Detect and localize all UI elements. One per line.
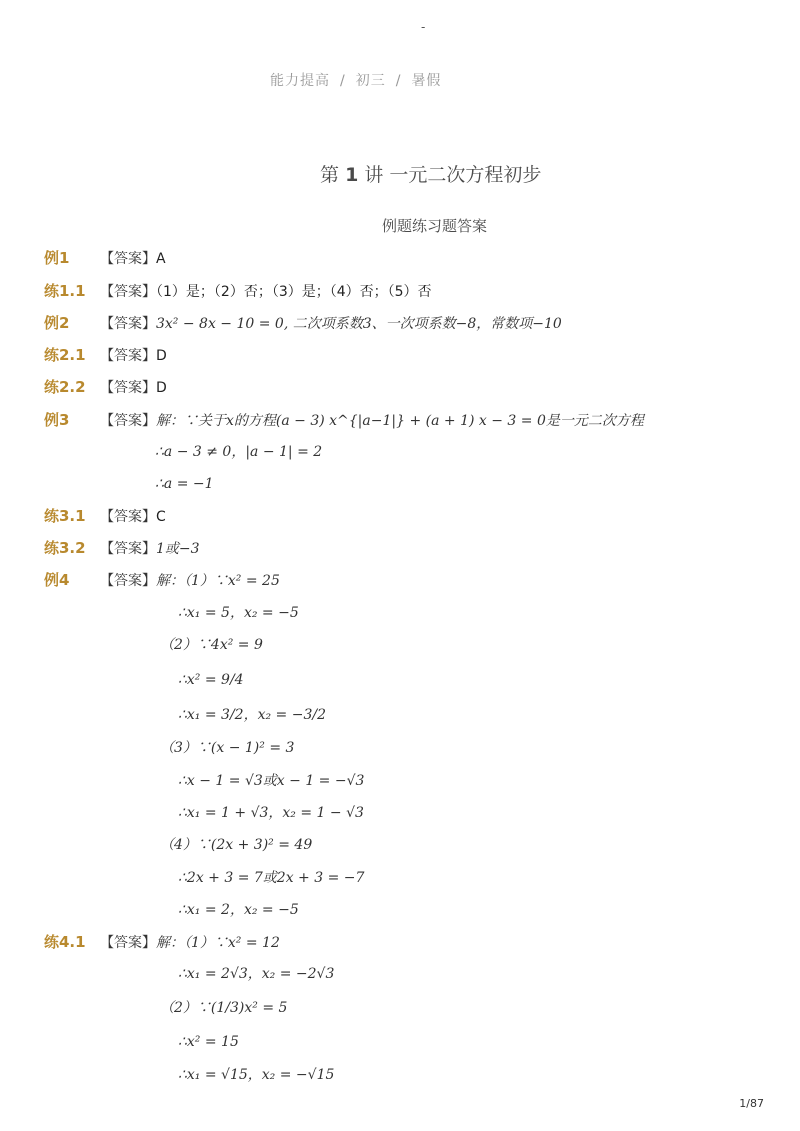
item-tag: 练3.2 bbox=[44, 539, 86, 557]
item-tag: 例4 bbox=[44, 571, 70, 589]
solution-line: ∴x₁ = 3/2，x₂ = −3/2 bbox=[178, 707, 326, 723]
breadcrumb-item: 初三 bbox=[355, 73, 386, 89]
answer-text: 解：（1）∵x² = 12 bbox=[156, 935, 280, 951]
solution-line: ∴x² = 9/4 bbox=[178, 672, 244, 688]
solution-line: ∴a − 3 ≠ 0，|a − 1| = 2 bbox=[155, 444, 323, 460]
answer-text: 3x² − 8x − 10 = 0, 二次项系数3、一次项系数−8，常数项−10 bbox=[156, 316, 562, 332]
solution-line: ∴2x + 3 = 7或2x + 3 = −7 bbox=[178, 870, 365, 886]
breadcrumb bbox=[270, 70, 441, 90]
answer-text: 解：∵关于x的方程(a − 3) x^{|a−1|} + (a + 1) x − 3 = 0是一元二次方程 bbox=[156, 413, 644, 429]
answer-text: A bbox=[156, 251, 166, 267]
answer-label: 【答案】 bbox=[100, 413, 156, 429]
answer-text: D bbox=[156, 380, 167, 396]
answer-label: 【答案】 bbox=[100, 509, 156, 525]
solution-line: （3）∵(x − 1)² = 3 bbox=[160, 740, 295, 756]
solution-line: ∴x₁ = 5，x₂ = −5 bbox=[178, 605, 299, 621]
answer-row bbox=[44, 279, 432, 303]
answer-text: 解：（1）∵x² = 25 bbox=[156, 573, 280, 589]
answer-text: C bbox=[156, 509, 166, 525]
breadcrumb-item: 能力提高 bbox=[270, 73, 330, 89]
answer-row bbox=[44, 408, 644, 432]
answer-row bbox=[44, 536, 200, 560]
solution-line: ∴x₁ = 2，x₂ = −5 bbox=[178, 902, 299, 918]
title-number: 1 bbox=[345, 164, 359, 186]
page-number: 1/87 bbox=[739, 1097, 764, 1110]
breadcrumb-item: 暑假 bbox=[411, 73, 442, 89]
title-suffix: 讲 一元二次方程初步 bbox=[364, 164, 542, 186]
solution-line: ∴x₁ = 2√3，x₂ = −2√3 bbox=[178, 966, 335, 982]
breadcrumb-separator: / bbox=[340, 73, 346, 89]
page-title bbox=[320, 160, 541, 187]
answer-label: 【答案】 bbox=[100, 348, 156, 364]
answer-row bbox=[44, 504, 166, 528]
answer-row bbox=[44, 311, 562, 335]
solution-line: ∴x² = 15 bbox=[178, 1034, 239, 1050]
answer-row bbox=[44, 246, 166, 270]
answer-label: 【答案】 bbox=[100, 541, 156, 557]
answer-row bbox=[44, 568, 280, 592]
answer-row bbox=[44, 930, 280, 954]
answer-label: 【答案】 bbox=[100, 284, 156, 300]
solution-line: ∴x₁ = √15，x₂ = −√15 bbox=[178, 1067, 335, 1083]
solution-line: ∴x − 1 = √3或x − 1 = −√3 bbox=[178, 773, 365, 789]
answer-label: 【答案】 bbox=[100, 380, 156, 396]
answer-text: 1或−3 bbox=[156, 541, 200, 557]
page-subtitle: 例题练习题答案 bbox=[382, 217, 488, 235]
solution-line: （2）∵4x² = 9 bbox=[160, 637, 263, 653]
item-tag: 练3.1 bbox=[44, 507, 86, 525]
item-tag: 练2.1 bbox=[44, 346, 86, 364]
answer-label: 【答案】 bbox=[100, 935, 156, 951]
answer-row bbox=[44, 343, 167, 367]
breadcrumb-separator: / bbox=[395, 73, 402, 89]
title-prefix: 第 bbox=[320, 164, 340, 186]
top-mark: - bbox=[421, 20, 426, 34]
answer-text: D bbox=[156, 348, 167, 364]
answer-label: 【答案】 bbox=[100, 316, 156, 332]
solution-line: ∴x₁ = 1 + √3，x₂ = 1 − √3 bbox=[178, 805, 364, 821]
item-tag: 练1.1 bbox=[44, 282, 86, 300]
item-tag: 例2 bbox=[44, 314, 70, 332]
item-tag: 例3 bbox=[44, 411, 70, 429]
answer-text: （1）是；（2）否；（3）是；（4）否；（5）否 bbox=[156, 284, 432, 300]
answer-row bbox=[44, 375, 167, 399]
item-tag: 练2.2 bbox=[44, 378, 86, 396]
solution-line: ∴a = −1 bbox=[155, 476, 214, 492]
solution-line: （2）∵(1/3)x² = 5 bbox=[160, 1000, 288, 1016]
item-tag: 练4.1 bbox=[44, 933, 86, 951]
solution-line: （4）∵(2x + 3)² = 49 bbox=[160, 837, 313, 853]
answer-label: 【答案】 bbox=[100, 573, 156, 589]
answer-label: 【答案】 bbox=[100, 251, 156, 267]
item-tag: 例1 bbox=[44, 249, 70, 267]
